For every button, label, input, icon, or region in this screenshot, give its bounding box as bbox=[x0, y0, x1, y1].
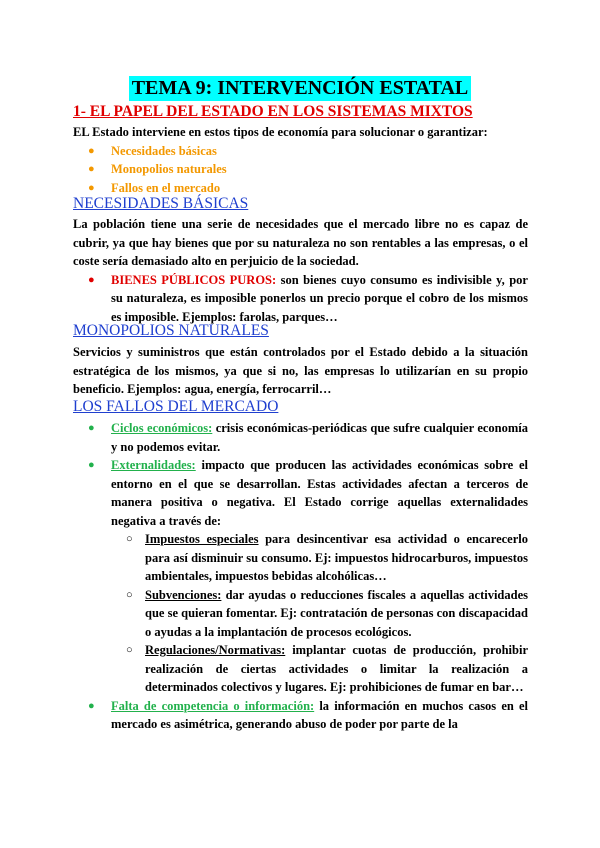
externalidades-term: Externalidades: bbox=[111, 458, 196, 472]
title-wrap bbox=[0, 76, 600, 101]
necesidades-text: La población tiene una serie de necesidades que el mercado libre no es capaz de cubrir, ya que hay bienes que por su naturaleza no son rentables a las empresas, o el coste sería demasiado alto en perjuicio de la sociedad. bbox=[73, 217, 528, 268]
list-item bbox=[73, 697, 528, 734]
list-item bbox=[73, 641, 528, 697]
externalidades-text: impacto que producen las actividades económicas sobre el entorno en el que se desarrollan. Estas actividades afectan a terceros de manera positiva o negativa. El Estado corrige aquellas externalidades negativa a través de: bbox=[111, 458, 528, 528]
list-item-label: Monopolios naturales bbox=[111, 162, 227, 176]
bienes-publicos-term: BIENES PÚBLICOS PUROS: bbox=[111, 272, 277, 287]
regulaciones-text: implantar cuotas de producción, prohibir realización de ciertas actividades o limitar la realización a determinados colectivos y lugares. Ej: prohibiciones de fumar en bar… bbox=[145, 643, 528, 694]
bullet-dot-icon: ● bbox=[88, 144, 95, 157]
heading-necesidades: NECESIDADES BÁSICAS bbox=[73, 195, 249, 212]
intro-list bbox=[73, 142, 528, 198]
impuestos-term: Impuestos especiales bbox=[145, 532, 259, 546]
subvenciones-text: dar ayudas o reducciones fiscales a aquellas actividades que se quieran fomentar. Ej: contratación de personas con discapacidad o ayudas a la implantación de procesos ecológicos. bbox=[145, 587, 528, 639]
monopolios-text: Servicios y suministros que están controlados por el Estado debido a la situación estratégica de los mismos, ya que si no, las empresas lo utilizarían en su propio beneficio. Ejemplos: agua, energía, ferrocarril… bbox=[73, 345, 528, 396]
ciclos-text: crisis económicas-periódicas que sufre cualquier economía y no podemos evitar. bbox=[111, 421, 528, 454]
ciclos-term: Ciclos económicos: bbox=[111, 421, 213, 435]
subvenciones-term: Subvenciones: bbox=[145, 587, 222, 602]
heading-monopolios: MONOPOLIOS NATURALES bbox=[73, 322, 269, 339]
regulaciones-term: Regulaciones/Normativas: bbox=[145, 643, 286, 657]
list-item bbox=[73, 456, 528, 530]
section-necesidades bbox=[73, 194, 528, 326]
fallos-list bbox=[73, 419, 528, 734]
falta-competencia-text: la información en muchos casos en el mercado es asimétrica, generando abuso de poder por parte de la bbox=[111, 698, 528, 731]
heading-papel-estado: 1- EL PAPEL DEL ESTADO EN LOS SISTEMAS MIXTOS bbox=[73, 103, 473, 120]
list-item-label: Necesidades básicas bbox=[111, 143, 217, 158]
bullet-dot-icon: ● bbox=[88, 422, 95, 434]
list-item-label: Fallos en el mercado bbox=[111, 180, 221, 195]
section-monopolios bbox=[73, 321, 528, 399]
impuestos-text: para desincentivar esa actividad o encarecerlo para así disminuir su consumo. Ej: impuestos hidrocarburos, impuestos ambientales, impuestos bebidas alcohólicas… bbox=[145, 532, 528, 583]
list-item bbox=[73, 530, 528, 586]
circle-bullet-icon: ○ bbox=[126, 533, 133, 545]
heading-fallos: LOS FALLOS DEL MERCADO bbox=[73, 398, 279, 415]
list-item bbox=[73, 160, 528, 179]
page-title: TEMA 9: INTERVENCIÓN ESTATAL bbox=[129, 76, 472, 101]
section-papel-estado bbox=[73, 102, 528, 197]
bullet-dot-icon: ● bbox=[88, 273, 95, 286]
intro-text: EL Estado interviene en estos tipos de economía para solucionar o garantizar: bbox=[73, 125, 488, 139]
section-fallos bbox=[73, 397, 528, 734]
necesidades-list bbox=[73, 271, 528, 327]
falta-competencia-term: Falta de competencia o información: bbox=[111, 698, 315, 713]
bullet-dot-icon: ● bbox=[88, 459, 95, 471]
circle-bullet-icon: ○ bbox=[126, 644, 133, 656]
bullet-dot-icon: ● bbox=[88, 163, 95, 175]
bullet-dot-icon: ● bbox=[88, 699, 95, 712]
list-item bbox=[73, 586, 528, 642]
list-item bbox=[73, 271, 528, 327]
bienes-publicos-text: son bienes cuyo consumo es indivisible y, por su naturaleza, es imposible ponerlos un precio porque el cobro de los mismos es imposible. Ejemplos: farolas, parques… bbox=[111, 272, 528, 324]
circle-bullet-icon: ○ bbox=[126, 588, 133, 601]
list-item bbox=[73, 142, 528, 161]
list-item bbox=[73, 419, 528, 456]
bullet-dot-icon: ● bbox=[88, 181, 95, 194]
